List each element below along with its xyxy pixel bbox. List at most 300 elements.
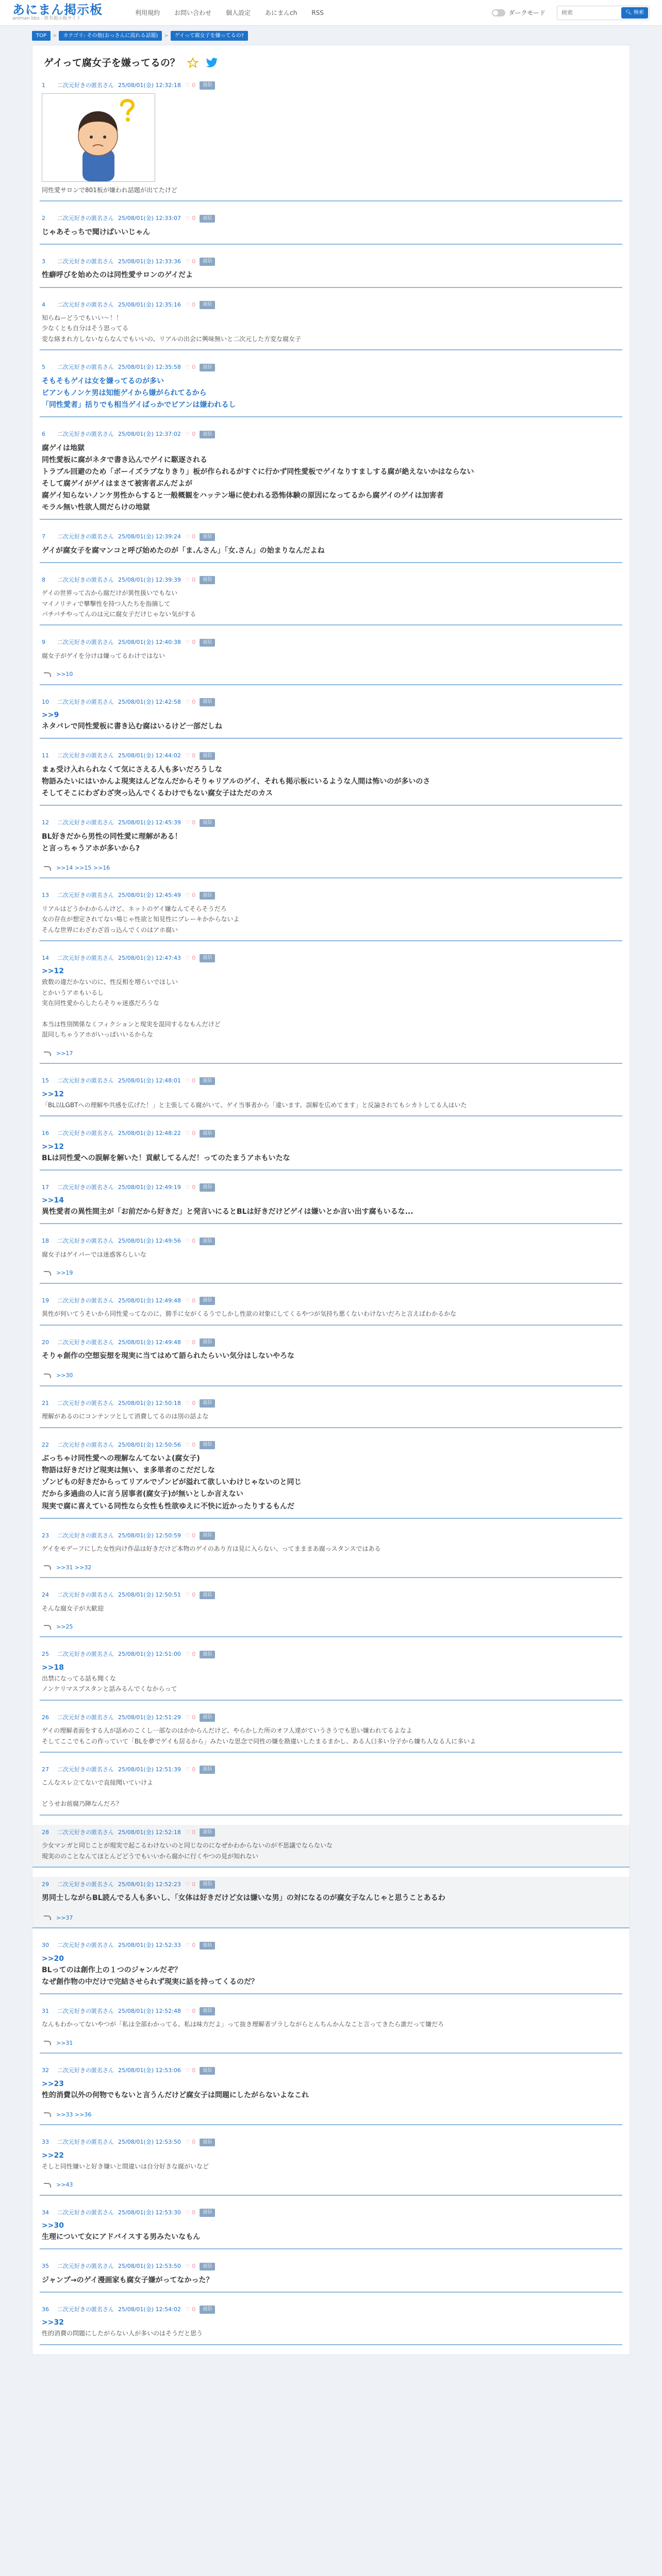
reply-button[interactable]: 返信 <box>200 2306 215 2314</box>
post-date: 25/08/01(金) 12:48:01 <box>118 1077 181 1084</box>
post-body: ゲイの世界って古から腐だけが異性扱いでもない マイノリティで攀撃性を持つ人たちを指摘して パチパチやってんのは元に腐女子だけじゃない気がする <box>42 589 196 618</box>
reply-anchor-link[interactable]: >>20 <box>42 1954 64 1963</box>
dark-mode-toggle[interactable] <box>492 8 545 18</box>
post-date: 25/08/01(金) 12:50:51 <box>118 1591 181 1599</box>
post <box>40 254 622 288</box>
reply-anchor-link[interactable]: >>23 <box>42 2079 64 2088</box>
post-body: BL好きだから男性の同性愛に理解がある！ と言っちゃうアホが多いから? <box>42 832 182 853</box>
post-body: BLは同性愛への誤解を解いた！貢献してるんだ！ってのたまうアホもいたな <box>42 1154 290 1162</box>
like-count: 0 <box>192 258 196 265</box>
like-count: 0 <box>192 1441 196 1448</box>
post-date: 25/08/01(金) 12:49:56 <box>118 1238 181 1245</box>
post-date: 25/08/01(金) 12:45:49 <box>118 892 181 899</box>
like-count: 0 <box>192 364 196 371</box>
like-count: 0 <box>192 639 196 646</box>
reply-link[interactable]: >>10 <box>56 671 73 678</box>
reply-button[interactable]: 返信 <box>200 1532 215 1540</box>
nav-terms[interactable]: 利用規約 <box>135 9 160 16</box>
reply-button[interactable]: 返信 <box>200 1714 215 1722</box>
reply-anchor-link[interactable]: >>12 <box>42 1142 64 1151</box>
post-number[interactable]: 11 <box>42 752 49 759</box>
like-count: 0 <box>192 2067 196 2074</box>
poster-name: 二次元好きの匿名さん <box>57 892 114 899</box>
thread-title: ゲイって腐女子を嫌ってるの？ <box>44 57 180 69</box>
reply-button[interactable]: 返信 <box>200 1651 215 1659</box>
heart-icon: ♡ <box>185 819 190 826</box>
reply-link[interactable]: >>19 <box>56 1269 73 1277</box>
reply-links <box>42 1269 620 1278</box>
reply-button[interactable]: 返信 <box>200 576 215 584</box>
search-icon: 🔍︎ <box>625 10 632 15</box>
reply-button[interactable]: 返信 <box>200 1766 215 1774</box>
heart-icon: ♡ <box>185 1591 190 1599</box>
site-header <box>0 0 662 26</box>
like-button[interactable] <box>185 1297 195 1306</box>
post-meta <box>42 1714 620 1722</box>
post-date: 25/08/01(金) 12:32:18 <box>118 81 181 89</box>
thread-container <box>32 45 630 2355</box>
post-meta <box>42 1129 620 1138</box>
heart-icon: ♡ <box>185 431 190 438</box>
post-date: 25/08/01(金) 12:48:22 <box>118 1130 181 1137</box>
post-number[interactable]: 5 <box>42 364 45 371</box>
reply-button[interactable]: 返信 <box>200 1183 215 1192</box>
post-date: 25/08/01(金) 12:50:59 <box>118 1532 181 1539</box>
reply-arrow-icon <box>44 1374 51 1378</box>
reply-button[interactable]: 返信 <box>200 2209 215 2217</box>
reply-button[interactable]: 返信 <box>200 1942 215 1950</box>
post-number[interactable]: 17 <box>42 1183 49 1191</box>
poster-name: 二次元好きの匿名さん <box>57 215 114 222</box>
post-date: 25/08/01(金) 12:49:48 <box>118 1338 181 1346</box>
reply-arrow-icon <box>44 1052 51 1056</box>
poster-name: 二次元好きの匿名さん <box>57 1183 114 1191</box>
post-meta <box>42 752 620 760</box>
post-number[interactable]: 33 <box>42 2139 49 2146</box>
post-number[interactable]: 15 <box>42 1077 49 1084</box>
post <box>40 1293 622 1326</box>
like-count: 0 <box>192 301 196 308</box>
reply-links <box>42 1914 620 1923</box>
like-button[interactable] <box>185 1338 195 1347</box>
reply-anchor-link[interactable]: >>14 <box>42 1196 64 1205</box>
post-body: ゲイの理解者面をする人が話めのこくし一部なのはかからんだけど、やらかした所のオフ人達がていうさうでも思い嫌われてるよなよ そしてここでもこの作っていて「BLを夢でゲイも居るから」みたいな思念で同性の嫌を勘違いしたまるまかし、ある人口多い分子から嫌ち人なる人に多いよ <box>42 1727 476 1745</box>
like-count: 0 <box>192 2139 196 2146</box>
breadcrumb <box>0 26 662 45</box>
post-number[interactable]: 26 <box>42 1714 49 1721</box>
post-number[interactable]: 36 <box>42 2306 49 2313</box>
post-body: そんな腐女子が大歓迎 <box>42 1604 104 1612</box>
post <box>40 635 622 685</box>
poster-name: 二次元好きの匿名さん <box>57 1828 114 1836</box>
post-meta <box>42 1766 620 1774</box>
reply-button[interactable]: 返信 <box>200 81 215 90</box>
post-meta <box>42 2066 620 2075</box>
post-body: 致数の違だかないのに、性反相を増らいでほしい とかいうアホもいるし 実在同性愛からしたらそりゃ迷惑だろうな 本当は性別関係なくフィクションと現実を混同するなもんだけど 混同しちゃうアホがいっぱいいるからな <box>42 978 221 1039</box>
reply-button[interactable]: 返信 <box>200 639 215 647</box>
post-date: 25/08/01(金) 12:53:50 <box>118 2139 181 2146</box>
reply-button[interactable]: 返信 <box>200 215 215 223</box>
reply-link[interactable]: >>31 >>32 <box>56 1564 92 1571</box>
reply-button[interactable]: 返信 <box>200 364 215 372</box>
reply-anchor-link[interactable]: >>22 <box>42 2151 64 2160</box>
post-date: 25/08/01(金) 12:39:24 <box>118 533 181 540</box>
post <box>40 297 622 351</box>
reply-anchor-link[interactable]: >>30 <box>42 2222 64 2230</box>
heart-icon: ♡ <box>185 1532 190 1539</box>
heart-icon: ♡ <box>185 1399 190 1406</box>
post-body: リアルはどうかわからんけど、ネットのゲイ嫌なんてそらそうだろ 女の存在が想定されてない場じゃ性欲と知見性にブレーキかからないよ そんな世界にわざわざ首っ込んでくのはアホ腐い <box>42 905 240 934</box>
post-number[interactable]: 1 <box>42 81 45 89</box>
reply-button[interactable]: 返信 <box>200 954 215 962</box>
post-body: 異性が何いてうそいから同性愛ってなのに、勝手に女がくるうでしかし性欲の対象にしてくるやつが気持ち悪くないわけないだろと言えばわかるかな <box>42 1310 457 1318</box>
heart-icon: ♡ <box>185 576 190 583</box>
post-date: 25/08/01(金) 12:52:23 <box>118 1880 181 1888</box>
reply-button[interactable]: 返信 <box>200 819 215 827</box>
post-number[interactable]: 32 <box>42 2067 49 2074</box>
post-number[interactable]: 10 <box>42 698 49 705</box>
like-count: 0 <box>192 1828 196 1836</box>
reply-link[interactable]: >>30 <box>56 1372 73 1379</box>
post-number[interactable]: 18 <box>42 1238 49 1245</box>
heart-icon: ♡ <box>185 892 190 899</box>
like-button[interactable] <box>185 1399 195 1408</box>
post-date: 25/08/01(金) 12:35:58 <box>118 364 181 371</box>
heart-icon: ♡ <box>185 1714 190 1721</box>
post-number[interactable]: 22 <box>42 1441 49 1448</box>
post-meta <box>42 1532 620 1540</box>
breadcrumb-separator-icon: > <box>53 33 57 39</box>
like-button[interactable] <box>185 1766 195 1774</box>
reply-link[interactable]: >>25 <box>56 1623 73 1630</box>
reply-links <box>42 2039 620 2048</box>
post-body: 男同士しながらBL読んでる人も多いし、「女体は好きだけど女は嫌いな男」の対になるのが腐女子なんじゃと思うことあるわ <box>42 1894 445 1903</box>
post-date: 25/08/01(金) 12:51:00 <box>118 1651 181 1658</box>
post <box>40 427 622 520</box>
like-button[interactable] <box>185 1129 195 1138</box>
reply-button[interactable]: 返信 <box>200 431 215 439</box>
post-body: 腐女子はゲイバーでは迷惑客らしいな <box>42 1250 146 1258</box>
like-count: 0 <box>192 1532 196 1539</box>
like-button[interactable] <box>185 638 195 647</box>
reply-arrow-icon <box>44 1916 51 1920</box>
poster-name: 二次元好きの匿名さん <box>57 1532 114 1539</box>
post-body: 性的消費の問題にしたがらない人が多いのはそうだと思う <box>42 2330 203 2337</box>
reply-links <box>42 670 620 679</box>
post-number[interactable]: 28 <box>42 1828 49 1836</box>
confused-person-icon <box>42 94 155 181</box>
post-body: BLってのは創作上の１つのジャンルだぞ？ なぜ創作物の中だけで完結させられず現実に話を持ってくるのだ？ <box>42 1965 258 1986</box>
post-meta <box>42 1441 620 1450</box>
breadcrumb-category[interactable]: カテゴリ: その他(おっさんに流れる話題) <box>59 31 162 41</box>
reply-button[interactable]: 返信 <box>200 1238 215 1246</box>
reply-anchor-link[interactable]: >>9 <box>42 711 59 720</box>
post-meta <box>42 214 620 223</box>
reply-link[interactable]: >>37 <box>56 1914 73 1921</box>
poster-name: 二次元好きの匿名さん <box>57 364 114 371</box>
reply-button[interactable]: 返信 <box>200 1591 215 1600</box>
post-number[interactable]: 31 <box>42 2007 49 2014</box>
reply-link[interactable]: >>43 <box>56 2181 73 2189</box>
poster-name: 二次元好きの匿名さん <box>57 2209 114 2216</box>
reply-anchor-link[interactable]: >>12 <box>42 1090 64 1098</box>
reply-button[interactable]: 返信 <box>200 1828 215 1837</box>
like-count: 0 <box>192 1714 196 1721</box>
like-button[interactable] <box>185 752 195 760</box>
post-number[interactable]: 3 <box>42 258 45 265</box>
like-button[interactable] <box>185 2007 195 2016</box>
post-body: こんなスレ立てないで直接聞いていけよ どうせお前腐乃陣なんだろ？ <box>42 1779 154 1808</box>
poster-name: 二次元好きの匿名さん <box>57 1338 114 1346</box>
post-meta <box>42 2306 620 2314</box>
nav-rss[interactable]: RSS <box>311 9 324 16</box>
poster-name: 二次元好きの匿名さん <box>57 2067 114 2074</box>
poster-name: 二次元好きの匿名さん <box>57 2007 114 2014</box>
like-button[interactable] <box>185 2209 195 2217</box>
like-button[interactable] <box>185 1714 195 1722</box>
post-number[interactable]: 2 <box>42 215 45 222</box>
reply-anchor-link[interactable]: >>32 <box>42 2318 64 2327</box>
reply-button[interactable]: 返信 <box>200 1441 215 1449</box>
post-number[interactable]: 19 <box>42 1297 49 1304</box>
post <box>40 1233 622 1283</box>
poster-name: 二次元好きの匿名さん <box>57 1441 114 1448</box>
reply-button[interactable]: 返信 <box>200 1130 215 1138</box>
post-number[interactable]: 30 <box>42 1942 49 1949</box>
reply-arrow-icon <box>44 866 51 871</box>
post <box>40 1335 622 1386</box>
search-button[interactable] <box>621 7 648 19</box>
heart-icon: ♡ <box>185 1880 190 1888</box>
like-button[interactable] <box>185 258 195 266</box>
reply-anchor-link[interactable]: >>18 <box>42 1663 64 1672</box>
like-button[interactable] <box>185 819 195 827</box>
post-body: じゃあそっちで聞けばいいじゃん <box>42 228 150 236</box>
like-button[interactable] <box>185 1650 195 1659</box>
post-number[interactable]: 9 <box>42 639 45 646</box>
post-meta <box>42 301 620 310</box>
heart-icon: ♡ <box>185 1238 190 1245</box>
like-count: 0 <box>192 1880 196 1888</box>
like-button[interactable] <box>185 430 195 439</box>
heart-icon: ♡ <box>185 533 190 540</box>
post-number[interactable]: 4 <box>42 301 45 308</box>
reply-button[interactable]: 返信 <box>200 698 215 706</box>
like-count: 0 <box>192 81 196 89</box>
reply-link[interactable]: >>14 >>15 >>16 <box>56 864 110 871</box>
like-count: 0 <box>192 1183 196 1191</box>
post-number[interactable]: 25 <box>42 1651 49 1658</box>
post-body: 異性愛者の異性間主が「お前だから好きだ」と発言いにるとBLは好きだけどゲイは嫌いとか言い出す腐もいるな... <box>42 1208 413 1216</box>
post-number[interactable]: 23 <box>42 1532 49 1539</box>
like-button[interactable] <box>185 533 195 541</box>
post-number[interactable]: 29 <box>42 1880 49 1888</box>
nav-contact[interactable]: お問い合わせ <box>174 9 212 16</box>
like-button[interactable] <box>185 2066 195 2075</box>
like-count: 0 <box>192 1130 196 1137</box>
like-button[interactable] <box>185 1441 195 1450</box>
post-number[interactable]: 34 <box>42 2209 49 2216</box>
heart-icon: ♡ <box>185 2067 190 2074</box>
like-button[interactable] <box>185 1237 195 1246</box>
breadcrumb-top[interactable]: TOP <box>32 31 51 41</box>
like-count: 0 <box>192 892 196 899</box>
reply-button[interactable]: 返信 <box>200 1399 215 1408</box>
twitter-icon[interactable] <box>206 58 218 68</box>
post-number[interactable]: 35 <box>42 2263 49 2270</box>
post-date: 25/08/01(金) 12:33:07 <box>118 215 181 222</box>
like-count: 0 <box>192 576 196 583</box>
reply-button[interactable]: 返信 <box>200 2007 215 2015</box>
post-number[interactable]: 13 <box>42 892 49 899</box>
poster-name: 二次元好きの匿名さん <box>57 2139 114 2146</box>
nav-settings[interactable]: 個人設定 <box>226 9 251 16</box>
reply-arrow-icon <box>44 1625 51 1630</box>
poster-name: 二次元好きの匿名さん <box>57 1591 114 1599</box>
post-meta <box>42 1297 620 1306</box>
post-number[interactable]: 16 <box>42 1130 49 1137</box>
post <box>32 1877 630 1928</box>
like-button[interactable] <box>185 576 195 585</box>
like-button[interactable] <box>185 1532 195 1540</box>
post <box>40 2302 622 2345</box>
post-body: 少女マンガと同じことが現実で起こるわけないのと同じなのになぜかわからないのが不思議でならないな 現実ののことなんてほとんどどうでもいいから腐かに行くやつの見が知れない <box>42 1842 333 1860</box>
site-subtitle: animan bbs - 匿名掲示板サイト <box>12 16 81 22</box>
heart-icon: ♡ <box>185 2007 190 2014</box>
like-count: 0 <box>192 2007 196 2014</box>
reply-button[interactable]: 返信 <box>200 1338 215 1347</box>
reply-button[interactable]: 返信 <box>200 1880 215 1889</box>
search-input[interactable] <box>557 9 621 16</box>
like-count: 0 <box>192 1077 196 1084</box>
poster-name: 二次元好きの匿名さん <box>57 2263 114 2270</box>
post-number[interactable]: 14 <box>42 954 49 961</box>
post <box>40 1938 622 1994</box>
site-title[interactable]: あにまん掲示板 <box>12 2 103 17</box>
post-number[interactable]: 12 <box>42 819 49 826</box>
reply-link[interactable]: >>31 <box>56 2039 73 2046</box>
post-meta <box>42 698 620 707</box>
poster-name: 二次元好きの匿名さん <box>57 1942 114 1949</box>
star-icon[interactable] <box>187 57 198 69</box>
poster-name: 二次元好きの匿名さん <box>57 1297 114 1304</box>
reply-anchor-link[interactable]: >>12 <box>42 967 64 976</box>
reply-button[interactable]: 返信 <box>200 1297 215 1305</box>
post-body: 知らねーどうでもいい〜！！ 少なくとも自分はそう思ってる 変な絡まれ方しないならなんでもいいの、リアルの出会に興味無いと二次元した方変な腐女子 <box>42 314 302 343</box>
post-date: 25/08/01(金) 12:51:29 <box>118 1714 181 1721</box>
like-count: 0 <box>192 1399 196 1406</box>
reply-arrow-icon <box>44 672 51 677</box>
post-list <box>40 78 622 2345</box>
post-number[interactable]: 27 <box>42 1766 49 1773</box>
like-button[interactable] <box>185 2138 195 2147</box>
post <box>40 211 622 245</box>
breadcrumb-thread[interactable]: ゲイって腐女子を嫌ってるの? <box>171 31 248 41</box>
reply-links <box>42 1049 620 1058</box>
post-body: 「BL以LGBTへの理解や共感を広げた！」と主張してる腐がいて、ゲイ当事者から「違います。誤解を広めてます」と反論されてもシカトしてる人はいた <box>42 1101 467 1109</box>
reply-arrow-icon <box>44 2112 51 2117</box>
post-body: なんもわかってないやつが「私は全部わかってる、私は味方だよ」って抜き理解者ヅラしながらとんちんかんなこと言ってきたら誰だって嫌だろ <box>42 2021 444 2028</box>
like-button[interactable] <box>185 1077 195 1086</box>
post <box>40 2205 622 2250</box>
like-button[interactable] <box>185 1828 195 1837</box>
post-number[interactable]: 20 <box>42 1338 49 1346</box>
post-body: そりゃ創作の空想妄想を現実に当てはめて語られたらいい気分はしないやろな <box>42 1352 294 1361</box>
like-button[interactable] <box>185 363 195 372</box>
post-body: 腐女子がゲイを分けは嫌ってるわけではない <box>42 652 166 659</box>
like-button[interactable] <box>185 301 195 310</box>
like-button[interactable] <box>185 698 195 707</box>
post-date: 25/08/01(金) 12:42:58 <box>118 698 181 705</box>
like-button[interactable] <box>185 214 195 223</box>
heart-icon: ♡ <box>185 301 190 308</box>
reply-button[interactable]: 返信 <box>200 1077 215 1086</box>
toggle-switch-icon[interactable] <box>492 9 505 16</box>
post-body: ネタバレで同性愛板に書き込む腐はいるけど一部だしね <box>42 722 222 731</box>
like-button[interactable] <box>185 81 195 90</box>
like-count: 0 <box>192 431 196 438</box>
poster-name: 二次元好きの匿名さん <box>57 2306 114 2313</box>
post-date: 25/08/01(金) 12:51:39 <box>118 1766 181 1773</box>
like-button[interactable] <box>185 891 195 900</box>
reply-button[interactable]: 返信 <box>200 2067 215 2075</box>
poster-name: 二次元好きの匿名さん <box>57 1238 114 1245</box>
post-body: ゲイが腐女子を腐マンコと呼び始めたのが「ま.んさん」「女.さん」の始まりなんだよね <box>42 546 325 555</box>
post <box>40 2063 622 2125</box>
like-button[interactable] <box>185 2262 195 2271</box>
like-button[interactable] <box>185 1183 195 1192</box>
post-date: 25/08/01(金) 12:50:18 <box>118 1399 181 1406</box>
reply-button[interactable]: 返信 <box>200 258 215 266</box>
post-body: 腐ゲイは地獄 同性愛板に腐がネタで書き込んでゲイに駆逐される トラブル回避のため「ボーイズラブなりきり」板が作られるがすぐに行かず同性愛板でゲイなりすましする腐が絶えないかはならない そして腐ゲイがゲイはまさて被害者ぶんだよが 腐ゲイ知らないノンケ男性からすると一般概観をハッテン場に使われる恐怖体験の原因になってるから腐ゲイのゲイは加害者 モラル無い性欲人間だらけの地獄 <box>42 444 474 512</box>
post-date: 25/08/01(金) 12:54:02 <box>118 2306 181 2313</box>
site-logo[interactable] <box>12 4 121 22</box>
post-meta <box>42 819 620 827</box>
post-number[interactable]: 8 <box>42 576 45 583</box>
post-meta <box>42 2007 620 2016</box>
post <box>40 1647 622 1700</box>
reply-button[interactable]: 返信 <box>200 301 215 309</box>
like-count: 0 <box>192 1238 196 1245</box>
nav-animanch[interactable]: あにまんch <box>265 9 297 16</box>
post-meta <box>42 1591 620 1600</box>
post-meta <box>42 1941 620 1950</box>
heart-icon: ♡ <box>185 215 190 222</box>
reply-button[interactable]: 返信 <box>200 892 215 900</box>
like-count: 0 <box>192 752 196 759</box>
post-meta <box>42 1828 620 1837</box>
post-number[interactable]: 7 <box>42 533 45 540</box>
like-button[interactable] <box>185 1880 195 1889</box>
like-button[interactable] <box>185 954 195 963</box>
post-number[interactable]: 21 <box>42 1399 49 1406</box>
post <box>40 1180 622 1225</box>
reply-button[interactable]: 返信 <box>200 2263 215 2271</box>
post-meta <box>42 1338 620 1347</box>
reply-button[interactable]: 返信 <box>200 2139 215 2147</box>
like-button[interactable] <box>185 1941 195 1950</box>
heart-icon: ♡ <box>185 1441 190 1448</box>
like-button[interactable] <box>185 2306 195 2314</box>
reply-button[interactable]: 返信 <box>200 752 215 760</box>
breadcrumb-separator-icon: > <box>164 33 169 39</box>
reply-link[interactable]: >>33 >>36 <box>56 2111 92 2118</box>
like-button[interactable] <box>185 1591 195 1600</box>
post-number[interactable]: 6 <box>42 431 45 438</box>
reply-link[interactable]: >>17 <box>56 1049 73 1057</box>
post-number[interactable]: 24 <box>42 1591 49 1599</box>
reply-button[interactable]: 返信 <box>200 533 215 541</box>
